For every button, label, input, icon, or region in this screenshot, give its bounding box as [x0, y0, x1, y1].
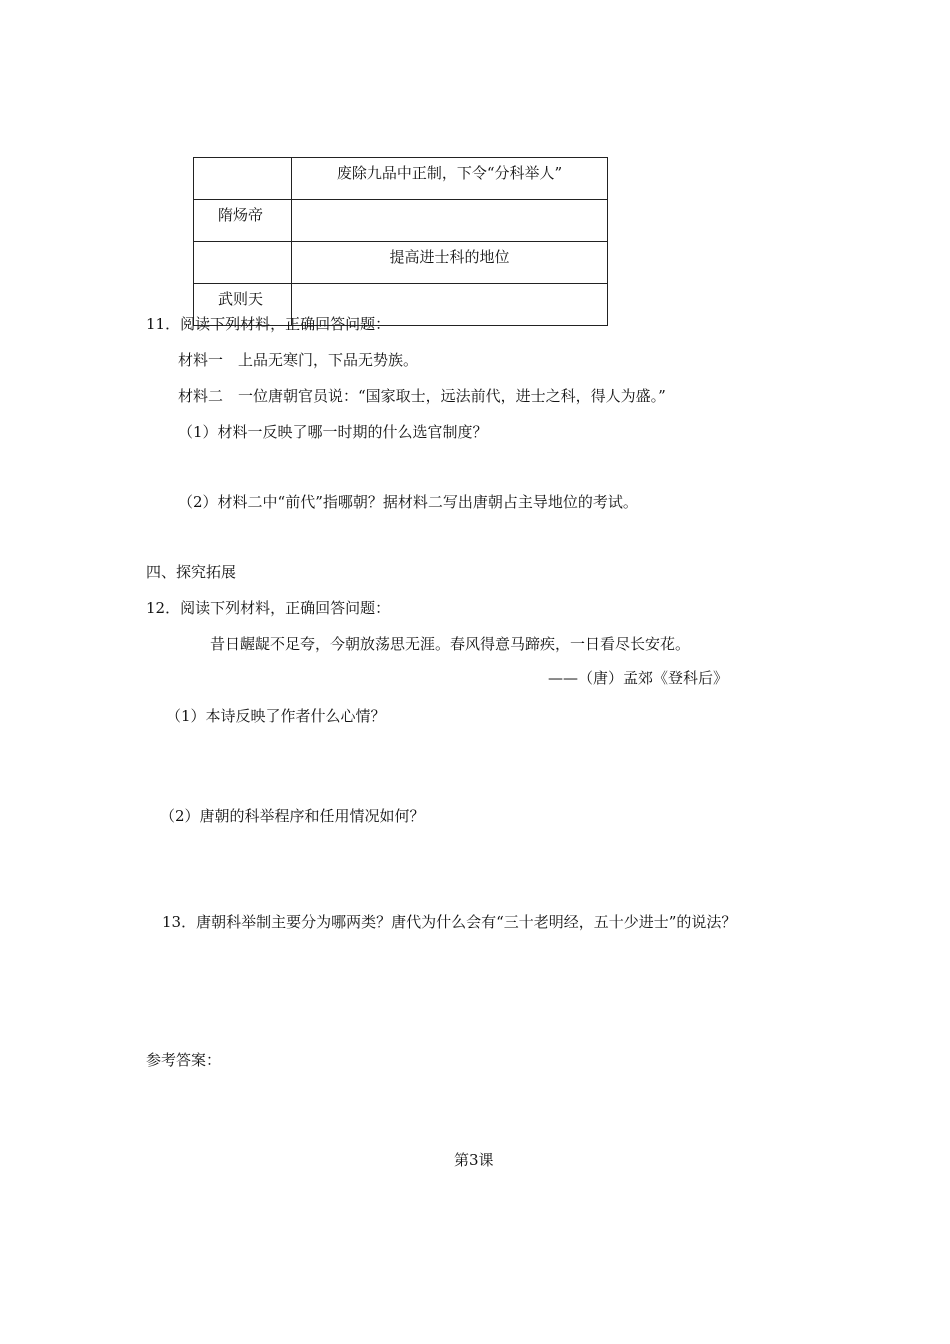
table-row: [194, 158, 608, 200]
lesson-label: 第3课: [454, 1151, 494, 1169]
table-row: [194, 242, 608, 284]
q12-poem: 昔日龌龊不足夸，今朝放荡思无涯。春风得意马蹄疾，一日看尽长安花。: [210, 635, 691, 653]
q11-material-2: 材料二 一位唐朝官员说：“国家取士，远法前代，进士之科，得人为盛。”: [178, 387, 666, 405]
answers-heading: 参考答案：: [146, 1051, 222, 1069]
table-cell-measure: 提高进士科的地位: [292, 242, 608, 284]
table-cell-emperor: [194, 158, 292, 200]
reform-table: [193, 157, 608, 326]
table-row: [194, 200, 608, 242]
q12-subquestion-2: （2）唐朝的科举程序和任用情况如何？: [160, 807, 425, 825]
table-cell-emperor: 武则天: [194, 284, 292, 326]
q12-subquestion-1: （1）本诗反映了作者什么心情？: [166, 707, 386, 725]
table-cell-emperor: 隋炀帝: [194, 200, 292, 242]
q11-stem: 11．阅读下列材料，正确回答问题：: [146, 315, 391, 333]
table-cell-emperor: [194, 242, 292, 284]
q11-subquestion-1: （1）材料一反映了哪一时期的什么选官制度？: [178, 423, 488, 441]
q12-poem-source: ——（唐）孟郊《登科后》: [547, 669, 728, 687]
q11-subquestion-2: （2）材料二中“前代”指哪朝？据材料二写出唐朝占主导地位的考试。: [178, 493, 638, 511]
section-heading: 四、探究拓展: [146, 563, 237, 581]
q12-stem: 12．阅读下列材料，正确回答问题：: [146, 599, 391, 617]
table-cell-measure: 废除九品中正制，下令“分科举人”: [292, 158, 608, 200]
q13-stem: 13．唐朝科举制主要分为哪两类？唐代为什么会有“三十老明经，五十少进士”的说法？: [162, 913, 737, 931]
q11-material-1: 材料一 上品无寒门，下品无势族。: [178, 351, 419, 369]
table-cell-measure: [292, 200, 608, 242]
